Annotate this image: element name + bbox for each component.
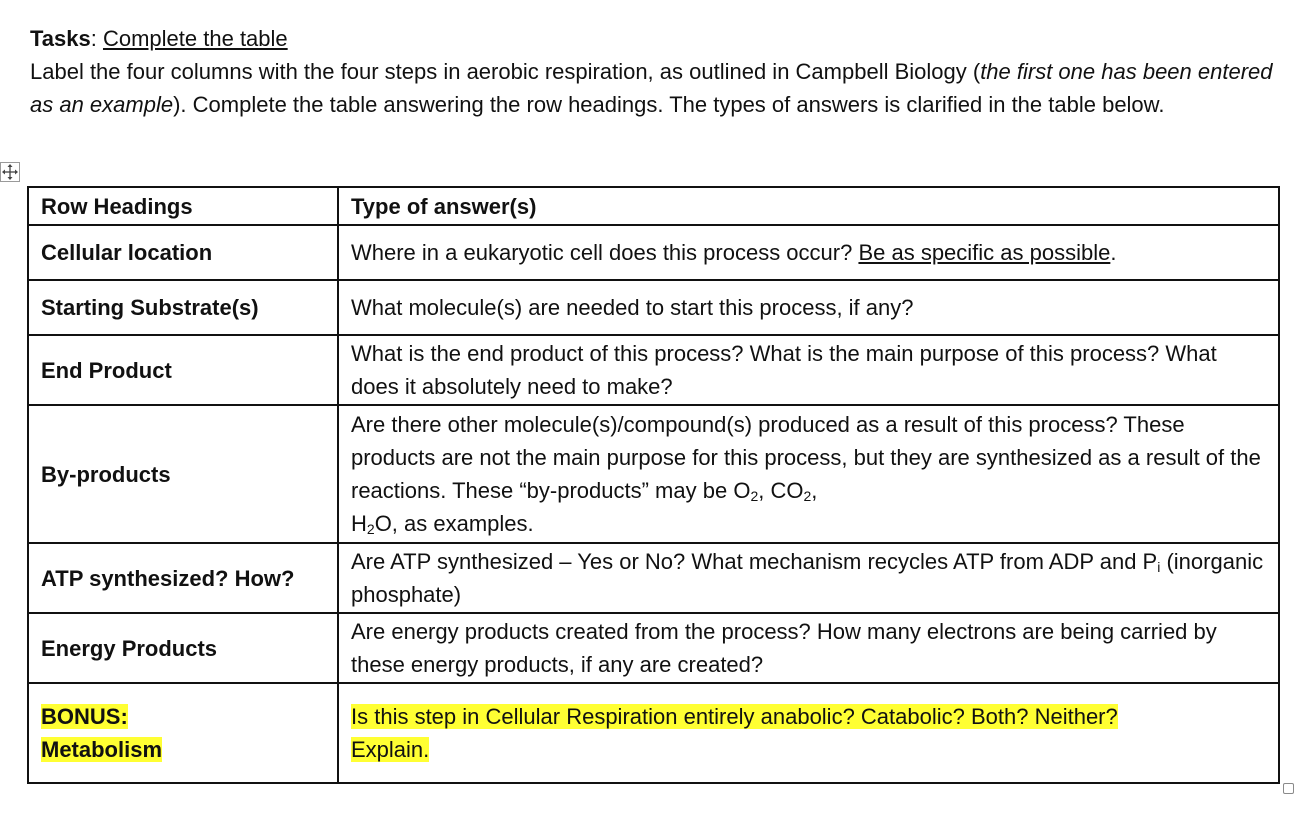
tasks-separator: : [90,26,103,51]
move-arrows-icon [1,163,19,181]
answer-text: Are ATP synthesized – Yes or No? What mechanism recycles ATP from ADP and P [351,549,1158,574]
subscript-2: 2 [366,521,375,537]
row-answer [338,225,1279,280]
table-row [28,335,1279,405]
tasks-title: Complete the table [102,26,288,51]
row-answer: What is the end product of this process? What is the main purpose of this process? What does it absolutely need to make? [338,335,1279,405]
row-heading: Starting Substrate(s) [28,280,338,335]
task-description [30,55,1290,121]
description-part2: ). Complete the table answering the row headings. The types of answers is clarified in the table below. [173,92,1165,117]
description-part1: Label the four columns with the four steps in aerobic respiration, as outlined in Campbell Biology ( [30,59,981,84]
byproducts-text-a: Are there other molecule(s)/compound(s) produced as a result of this process? These products are not the main purpose for this process, but they are synthesized as a result of the reactions. These “by-products” may be O [351,412,1261,503]
bonus-heading-line1: BONUS: [41,704,128,729]
table-row [28,405,1279,543]
subscript-2: 2 [750,488,759,504]
byproducts-text-d: H [351,511,367,536]
table-row-bonus [28,683,1279,783]
row-heading [28,683,338,783]
subscript-2: 2 [803,488,812,504]
bonus-answer-line2: Explain. [351,737,430,762]
answer-underlined: Be as specific as possible [858,240,1111,265]
byproducts-text-c: , [811,478,818,503]
row-heading: ATP synthesized? How? [28,543,338,613]
row-answer: Are energy products created from the process? How many electrons are being carried by these energy products, if any are created? [338,613,1279,683]
task-title-line [30,22,1290,55]
row-heading: Cellular location [28,225,338,280]
table-row [28,225,1279,280]
row-heading: End Product [28,335,338,405]
tasks-label: Tasks [30,26,91,51]
byproducts-text-b: , CO [758,478,804,503]
answer-text: Where in a eukaryotic cell does this process occur? [351,240,859,265]
answer-end: . [1110,240,1117,265]
task-instructions [30,22,1290,121]
header-row-headings: Row Headings [28,187,338,225]
bonus-heading-line2: Metabolism [41,737,163,762]
table-row [28,543,1279,613]
row-heading: By-products [28,405,338,543]
table-row [28,613,1279,683]
table-move-handle[interactable] [0,162,20,182]
table-header-row [28,187,1279,225]
row-answer [338,543,1279,613]
resize-square-icon[interactable] [1283,783,1294,794]
subscript-i: i [1157,559,1161,575]
answer-end: (inorganic phosphate) [351,549,1264,607]
byproducts-text-e: O, as examples. [374,511,534,536]
row-heading: Energy Products [28,613,338,683]
header-type-of-answer: Type of answer(s) [338,187,1279,225]
row-answer [338,405,1279,543]
bonus-answer-line1: Is this step in Cellular Respiration entirely anabolic? Catabolic? Both? Neither? [351,704,1118,729]
row-answer: What molecule(s) are needed to start this process, if any? [338,280,1279,335]
respiration-table [27,186,1280,784]
description-italic: the first one has been entered as an example [30,59,1273,117]
row-answer [338,683,1279,783]
table-row [28,280,1279,335]
